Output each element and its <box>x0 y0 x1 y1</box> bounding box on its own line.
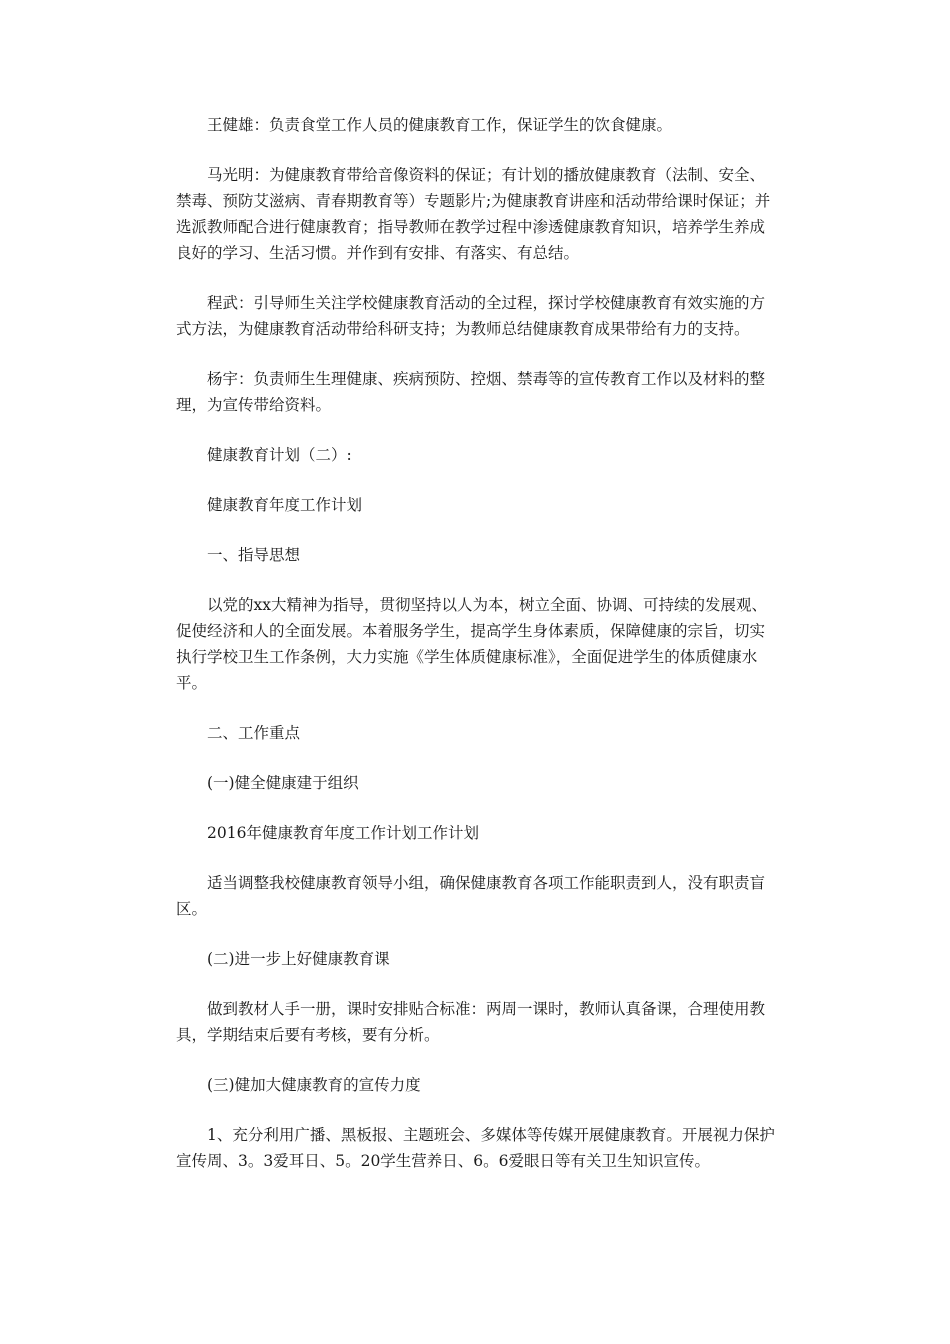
document-body <box>176 112 776 1198</box>
paragraph-wang-jianxiong: 王健雄：负责食堂工作人员的健康教育工作，保证学生的饮食健康。 <box>207 116 673 134</box>
subheading-organization: (一)健全健康建于组织 <box>207 774 359 792</box>
paragraph-classes: 做到教材人手一册，课时安排贴合标准：两周一课时，教师认真备课，合理使用教具，学期结束后要有考核，要有分析。 <box>176 1000 766 1044</box>
paragraph-ma-guangming: 马光明：为健康教育带给音像资料的保证；有计划的播放健康教育（法制、安全、禁毒、预防艾滋病、青春期教育等）专题影片;为健康教育讲座和活动带给课时保证；并选派教师配合进行健康教育；指导教师在教学过程中渗透健康教育知识，培养学生养成良好的学习、生活习惯。并作到有安排、有落实、有总结。 <box>176 166 771 262</box>
section-heading-guiding-thought: 一、指导思想 <box>207 546 301 564</box>
section-heading-work-focus: 二、工作重点 <box>207 724 301 742</box>
subheading-classes: (二)进一步上好健康教育课 <box>207 950 390 968</box>
paragraph-organization: 适当调整我校健康教育领导小组，确保健康教育各项工作能职责到人，没有职责盲区。 <box>176 874 766 918</box>
paragraph-publicity: 1、充分利用广播、黑板报、主题班会、多媒体等传媒开展健康教育。开展视力保护宣传周、3。3爱耳日、5。20学生营养日、6。6爱眼日等有关卫生知识宣传。 <box>176 1126 775 1170</box>
section-heading-plan-two: 健康教育计划（二）: <box>207 446 352 464</box>
paragraph-cheng-wu: 程武：引导师生关注学校健康教育活动的全过程，探讨学校健康教育有效实施的方式方法，为健康教育活动带给科研支持；为教师总结健康教育成果带给有力的支持。 <box>176 294 766 338</box>
subheading-publicity: (三)健加大健康教育的宣传力度 <box>207 1076 421 1094</box>
paragraph-yang-yu: 杨宇：负责师生生理健康、疾病预防、控烟、禁毒等的宣传教育工作以及材料的整理，为宣传带给资料。 <box>176 370 766 414</box>
paragraph-guiding-thought: 以党的xx大精神为指导，贯彻坚持以人为本，树立全面、协调、可持续的发展观、促使经济和人的全面发展。本着服务学生，提高学生身体素质，保障健康的宗旨，切实执行学校卫生工作条例，大力实施《学生体质健康标准》，全面促进学生的体质健康水平。 <box>176 596 767 692</box>
paragraph-annual-plan-title: 2016年健康教育年度工作计划工作计划 <box>207 824 479 842</box>
document-title: 健康教育年度工作计划 <box>207 496 363 514</box>
